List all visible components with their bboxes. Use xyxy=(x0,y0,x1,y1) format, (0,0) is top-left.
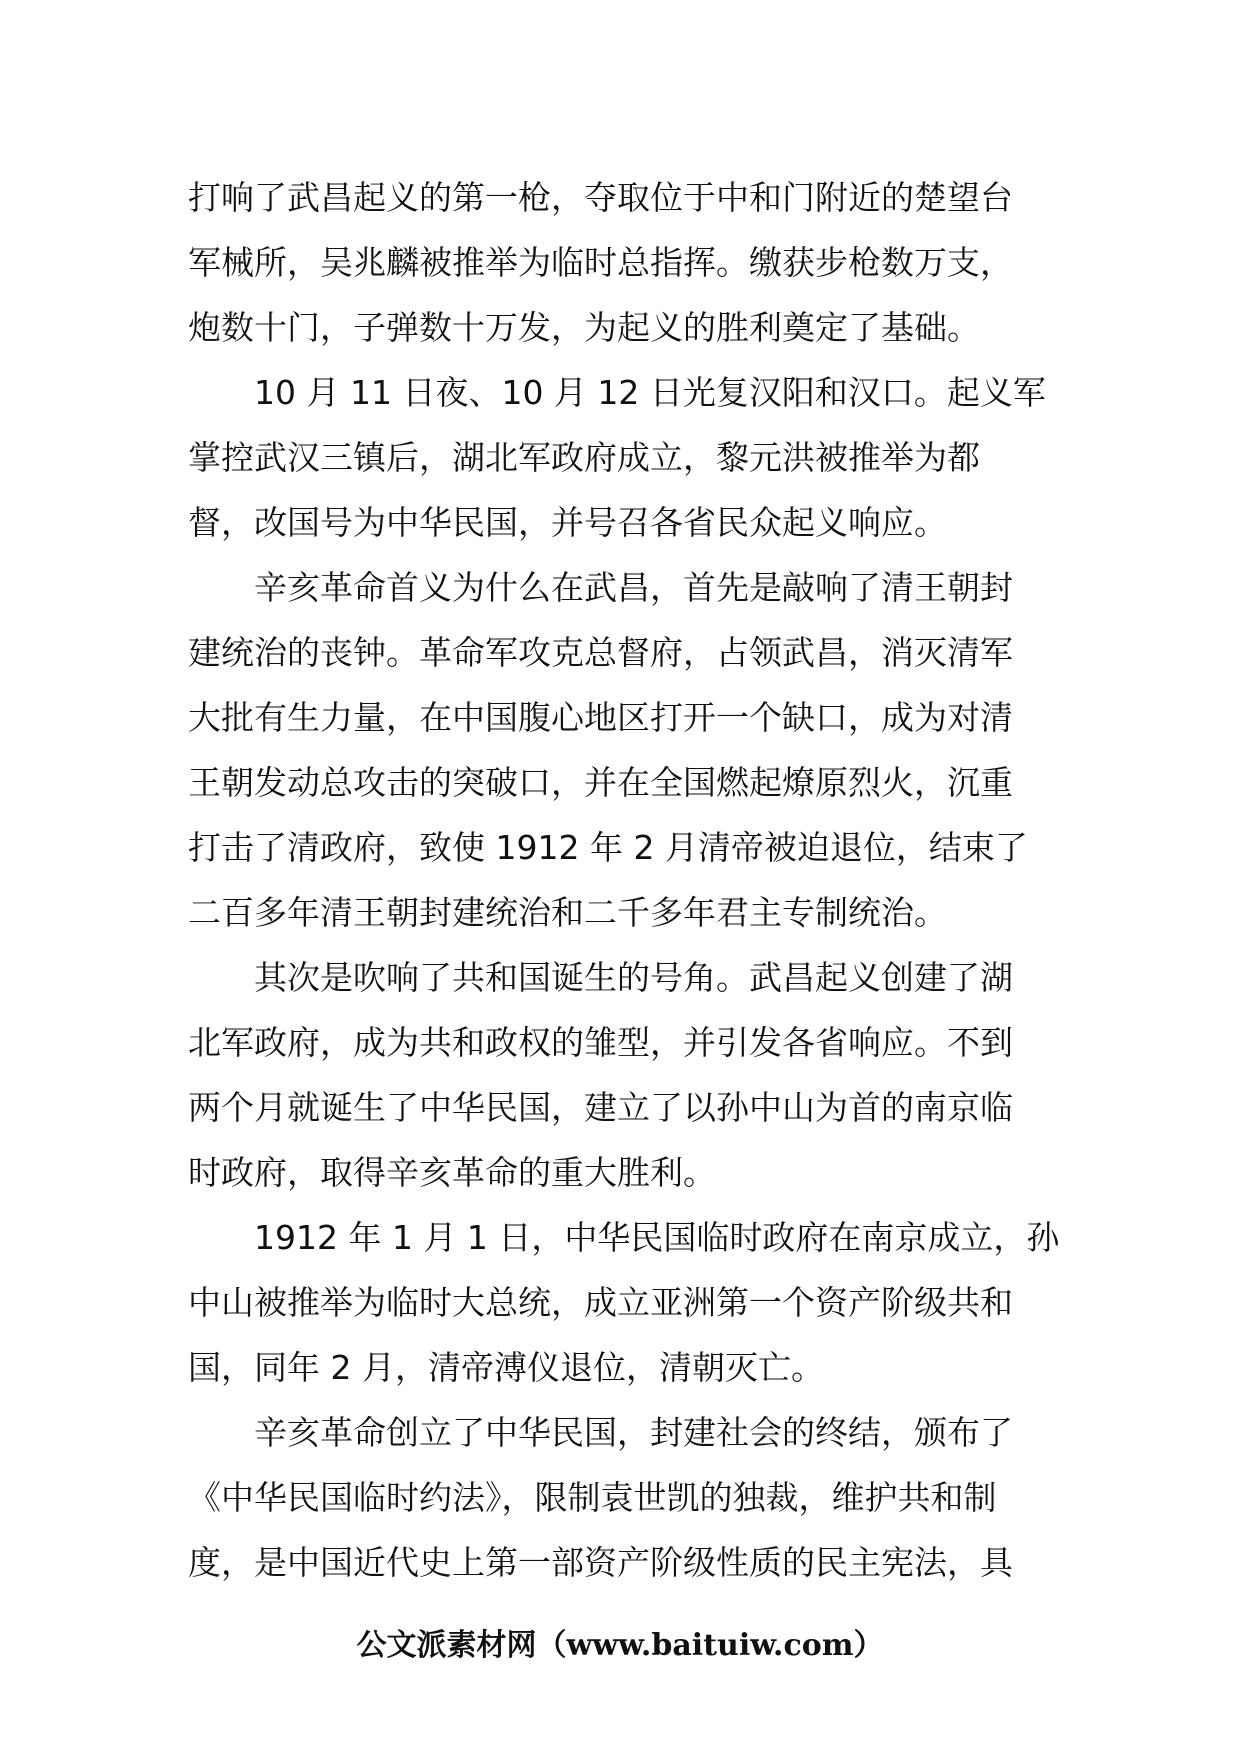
footer-source: 公文派素材网（www.baituiw.com） xyxy=(356,1628,884,1663)
paragraph-start-line: 辛亥革命创立了中华民国，封建社会的终结，颁布了 xyxy=(254,1413,1013,1452)
text-line: 军械所，吴兆麟被推举为临时总指挥。缴获步枪数万支， xyxy=(188,243,1013,282)
text-line: 二百多年清王朝封建统治和二千多年君主专制统治。 xyxy=(188,893,947,932)
paragraph-start-line: 1912 年 1 月 1 日，中华民国临时政府在南京成立，孙 xyxy=(254,1218,1060,1257)
text-line: 两个月就诞生了中华民国，建立了以孙中山为首的南京临 xyxy=(188,1088,1013,1127)
text-line: 炮数十门，子弹数十万发，为起义的胜利奠定了基础。 xyxy=(188,308,980,347)
text-line: 《中华民国临时约法》，限制袁世凯的独裁，维护共和制 xyxy=(188,1478,997,1517)
text-line: 度，是中国近代史上第一部资产阶级性质的民主宪法，具 xyxy=(188,1543,1013,1582)
text-line: 北军政府，成为共和政权的雏型，并引发各省响应。不到 xyxy=(188,1023,1013,1062)
paragraph-start-line: 辛亥革命首义为什么在武昌，首先是敲响了清王朝封 xyxy=(254,568,1013,607)
text-line: 大批有生力量，在中国腹心地区打开一个缺口，成为对清 xyxy=(188,698,1013,737)
text-line: 建统治的丧钟。革命军攻克总督府，占领武昌，消灭清军 xyxy=(188,633,1013,672)
text-line: 中山被推举为临时大总统，成立亚洲第一个资产阶级共和 xyxy=(188,1283,1013,1322)
paragraph-start-line: 其次是吹响了共和国诞生的号角。武昌起义创建了湖 xyxy=(254,958,1013,997)
body-text xyxy=(188,165,1068,1595)
text-line: 王朝发动总攻击的突破口，并在全国燃起燎原烈火，沉重 xyxy=(188,763,1013,802)
text-line: 时政府，取得辛亥革命的重大胜利。 xyxy=(188,1153,716,1192)
text-line: 打响了武昌起义的第一枪，夺取位于中和门附近的楚望台 xyxy=(188,178,1013,217)
text-line: 掌控武汉三镇后，湖北军政府成立，黎元洪被推举为都 xyxy=(188,438,980,477)
text-line: 督，改国号为中华民国，并号召各省民众起义响应。 xyxy=(188,503,947,542)
text-line: 打击了清政府，致使 1912 年 2 月清帝被迫退位，结束了 xyxy=(188,828,1028,867)
text-line: 国，同年 2 月，清帝溥仪退位，清朝灭亡。 xyxy=(188,1348,824,1387)
paragraph-start-line: 10 月 11 日夜、10 月 12 日光复汉阳和汉口。起义军 xyxy=(254,373,1046,412)
